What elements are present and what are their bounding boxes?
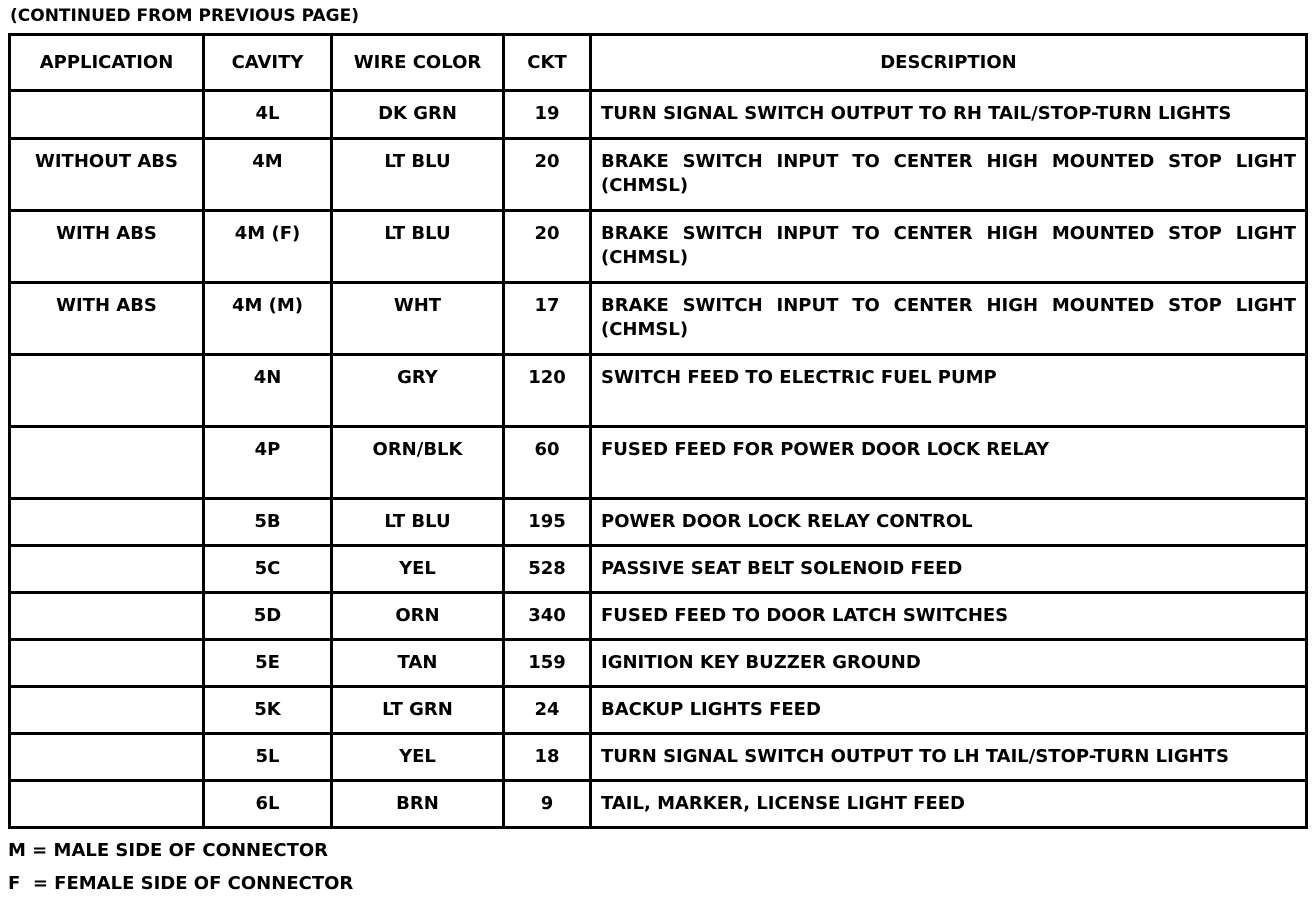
cell-description: POWER DOOR LOCK RELAY CONTROL	[591, 499, 1307, 546]
table-row	[10, 91, 1307, 139]
table-row	[10, 283, 1307, 355]
cell-description: PASSIVE SEAT BELT SOLENOID FEED	[591, 546, 1307, 593]
cell-application	[10, 593, 204, 640]
cell-application	[10, 734, 204, 781]
cell-description: SWITCH FEED TO ELECTRIC FUEL PUMP	[591, 355, 1307, 427]
cell-cavity: 4N	[204, 355, 332, 427]
cell-wire-color: LT BLU	[332, 139, 504, 211]
cell-application	[10, 546, 204, 593]
table-row	[10, 687, 1307, 734]
table-row	[10, 593, 1307, 640]
cell-description: TAIL, MARKER, LICENSE LIGHT FEED	[591, 781, 1307, 828]
cell-application	[10, 499, 204, 546]
cell-ckt: 18	[504, 734, 591, 781]
table-row	[10, 546, 1307, 593]
cell-application	[10, 781, 204, 828]
table-row	[10, 734, 1307, 781]
cell-wire-color: LT BLU	[332, 211, 504, 283]
cell-wire-color: WHT	[332, 283, 504, 355]
cell-cavity: 4M (M)	[204, 283, 332, 355]
table-row	[10, 355, 1307, 427]
cell-ckt: 340	[504, 593, 591, 640]
header-row	[10, 35, 1307, 91]
cell-description: FUSED FEED FOR POWER DOOR LOCK RELAY	[591, 427, 1307, 499]
cell-ckt: 195	[504, 499, 591, 546]
cell-cavity: 5E	[204, 640, 332, 687]
cell-ckt: 9	[504, 781, 591, 828]
cell-application: WITHOUT ABS	[10, 139, 204, 211]
cell-cavity: 4L	[204, 91, 332, 139]
cell-cavity: 4P	[204, 427, 332, 499]
header-cavity: CAVITY	[204, 35, 332, 91]
cell-cavity: 4M (F)	[204, 211, 332, 283]
cell-wire-color: LT GRN	[332, 687, 504, 734]
cell-ckt: 20	[504, 211, 591, 283]
cell-cavity: 5L	[204, 734, 332, 781]
cell-application	[10, 427, 204, 499]
cell-cavity: 5C	[204, 546, 332, 593]
cell-ckt: 528	[504, 546, 591, 593]
cell-cavity: 5B	[204, 499, 332, 546]
cell-application: WITH ABS	[10, 283, 204, 355]
cell-ckt: 19	[504, 91, 591, 139]
table-row	[10, 640, 1307, 687]
header-application: APPLICATION	[10, 35, 204, 91]
cell-description: BACKUP LIGHTS FEED	[591, 687, 1307, 734]
cell-description: IGNITION KEY BUZZER GROUND	[591, 640, 1307, 687]
cell-wire-color: LT BLU	[332, 499, 504, 546]
continued-label: (CONTINUED FROM PREVIOUS PAGE)	[10, 6, 359, 26]
table-row	[10, 781, 1307, 828]
cell-ckt: 20	[504, 139, 591, 211]
table-row	[10, 499, 1307, 546]
table-row	[10, 427, 1307, 499]
header-wire-color: WIRE COLOR	[332, 35, 504, 91]
cell-ckt: 17	[504, 283, 591, 355]
cell-ckt: 60	[504, 427, 591, 499]
cell-wire-color: ORN	[332, 593, 504, 640]
note-male: M = MALE SIDE OF CONNECTOR	[8, 840, 329, 861]
cell-cavity: 5D	[204, 593, 332, 640]
cell-application	[10, 687, 204, 734]
table-row	[10, 211, 1307, 283]
cell-description: FUSED FEED TO DOOR LATCH SWITCHES	[591, 593, 1307, 640]
cell-wire-color: YEL	[332, 546, 504, 593]
cell-description: BRAKE SWITCH INPUT TO CENTER HIGH MOUNTED STOP LIGHT (CHMSL)	[591, 139, 1307, 211]
cell-cavity: 6L	[204, 781, 332, 828]
cell-application	[10, 91, 204, 139]
cell-application	[10, 355, 204, 427]
header-description: DESCRIPTION	[591, 35, 1307, 91]
cell-application: WITH ABS	[10, 211, 204, 283]
cell-wire-color: TAN	[332, 640, 504, 687]
cell-description: TURN SIGNAL SWITCH OUTPUT TO LH TAIL/STOP-TURN LIGHTS	[591, 734, 1307, 781]
cell-description: BRAKE SWITCH INPUT TO CENTER HIGH MOUNTED STOP LIGHT (CHMSL)	[591, 283, 1307, 355]
cell-description: BRAKE SWITCH INPUT TO CENTER HIGH MOUNTED STOP LIGHT (CHMSL)	[591, 211, 1307, 283]
cell-cavity: 5K	[204, 687, 332, 734]
cell-wire-color: BRN	[332, 781, 504, 828]
cell-wire-color: YEL	[332, 734, 504, 781]
cell-description: TURN SIGNAL SWITCH OUTPUT TO RH TAIL/STOP-TURN LIGHTS	[591, 91, 1307, 139]
cell-ckt: 24	[504, 687, 591, 734]
cell-wire-color: GRY	[332, 355, 504, 427]
header-ckt: CKT	[504, 35, 591, 91]
table-row	[10, 139, 1307, 211]
cell-cavity: 4M	[204, 139, 332, 211]
note-female: F = FEMALE SIDE OF CONNECTOR	[8, 873, 354, 894]
cell-ckt: 120	[504, 355, 591, 427]
cell-ckt: 159	[504, 640, 591, 687]
connector-table	[8, 33, 1308, 829]
cell-wire-color: ORN/BLK	[332, 427, 504, 499]
cell-application	[10, 640, 204, 687]
cell-wire-color: DK GRN	[332, 91, 504, 139]
